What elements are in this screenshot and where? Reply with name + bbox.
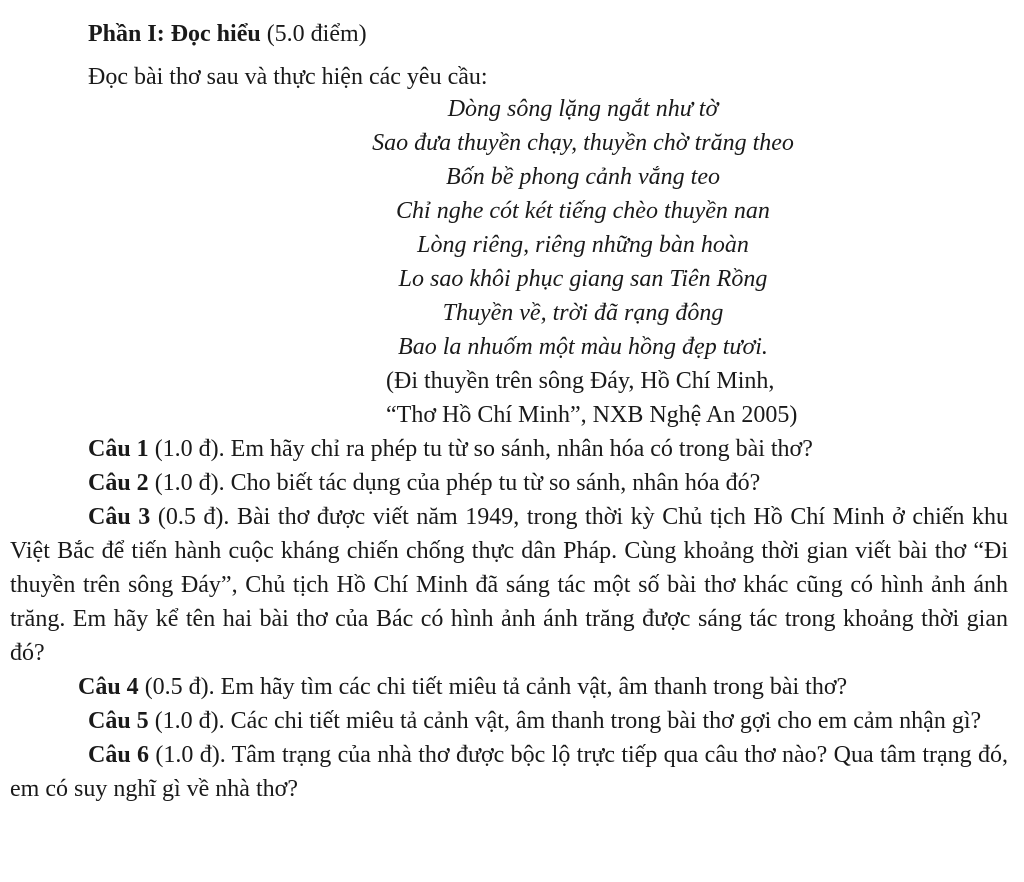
question-label: Câu 6 — [88, 742, 150, 768]
question-label: Câu 3 — [88, 504, 151, 530]
question-2 — [10, 466, 1008, 500]
poem-line: Sao đưa thuyền chạy, thuyền chờ trăng theo — [372, 130, 794, 156]
section-title-bold: Phần I: Đọc hiểu — [88, 21, 261, 47]
poem-line: Thuyền về, trời đã rạng đông — [442, 300, 724, 326]
question-text: (1.0 đ). Cho biết tác dụng của phép tu từ so sánh, nhân hóa đó? — [148, 470, 761, 496]
question-5 — [10, 704, 1008, 738]
poem-line: Chỉ nghe cót két tiếng chèo thuyền nan — [396, 198, 770, 224]
question-text: (1.0 đ). Tâm trạng của nhà thơ được bộc lộ trực tiếp qua câu thơ nào? Qua tâm trạng đó, em có suy nghĩ gì về nhà thơ? — [10, 742, 1008, 802]
question-text: (1.0 đ). Các chi tiết miêu tả cảnh vật, âm thanh trong bài thơ gợi cho em cảm nhận gì? — [148, 708, 982, 734]
poem-line: Bao la nhuốm một màu hồng đẹp tươi. — [398, 334, 768, 360]
poem-line: Lòng riêng, riêng những bàn hoàn — [417, 232, 749, 258]
question-label: Câu 5 — [88, 708, 149, 734]
document-page — [10, 14, 1008, 806]
question-text: (0.5 đ). Em hãy tìm các chi tiết miêu tả cảnh vật, âm thanh trong bài thơ? — [138, 674, 848, 700]
question-3 — [10, 500, 1008, 670]
poem-source-line: “Thơ Hồ Chí Minh”, NXB Nghệ An 2005) — [386, 402, 798, 428]
poem-line: Lo sao khôi phục giang san Tiên Rồng — [398, 266, 768, 292]
section-heading — [88, 14, 1008, 54]
instruction-text: Đọc bài thơ sau và thực hiện các yêu cầu: — [88, 64, 488, 90]
question-label: Câu 1 — [88, 436, 149, 462]
question-label: Câu 2 — [88, 470, 149, 496]
question-label: Câu 4 — [78, 674, 139, 700]
poem-source — [386, 364, 1008, 432]
question-text: (1.0 đ). Em hãy chỉ ra phép tu từ so sánh, nhân hóa có trong bài thơ? — [148, 436, 813, 462]
poem — [10, 92, 1008, 364]
section-title-points: (5.0 điểm) — [260, 21, 367, 47]
poem-source-line: (Đi thuyền trên sông Đáy, Hồ Chí Minh, — [386, 368, 775, 394]
question-1 — [10, 432, 1008, 466]
question-4 — [10, 670, 1008, 704]
poem-line: Dòng sông lặng ngắt như tờ — [447, 96, 719, 122]
question-6 — [10, 738, 1008, 806]
question-text: (0.5 đ). Bài thơ được viết năm 1949, trong thời kỳ Chủ tịch Hồ Chí Minh ở chiến khu Việt Bắc để tiến hành cuộc kháng chiến chống thực dân Pháp. Cùng khoảng thời gian viết bài thơ “Đi thuyền trên sông Đáy”, Chủ tịch Hồ Chí Minh đã sáng tác một số bài thơ khác cũng có hình ảnh ánh trăng. Em hãy kể tên hai bài thơ của Bác có hình ảnh ánh trăng được sáng tác trong khoảng thời gian đó? — [10, 504, 1008, 666]
poem-line: Bốn bề phong cảnh vắng teo — [446, 164, 720, 190]
